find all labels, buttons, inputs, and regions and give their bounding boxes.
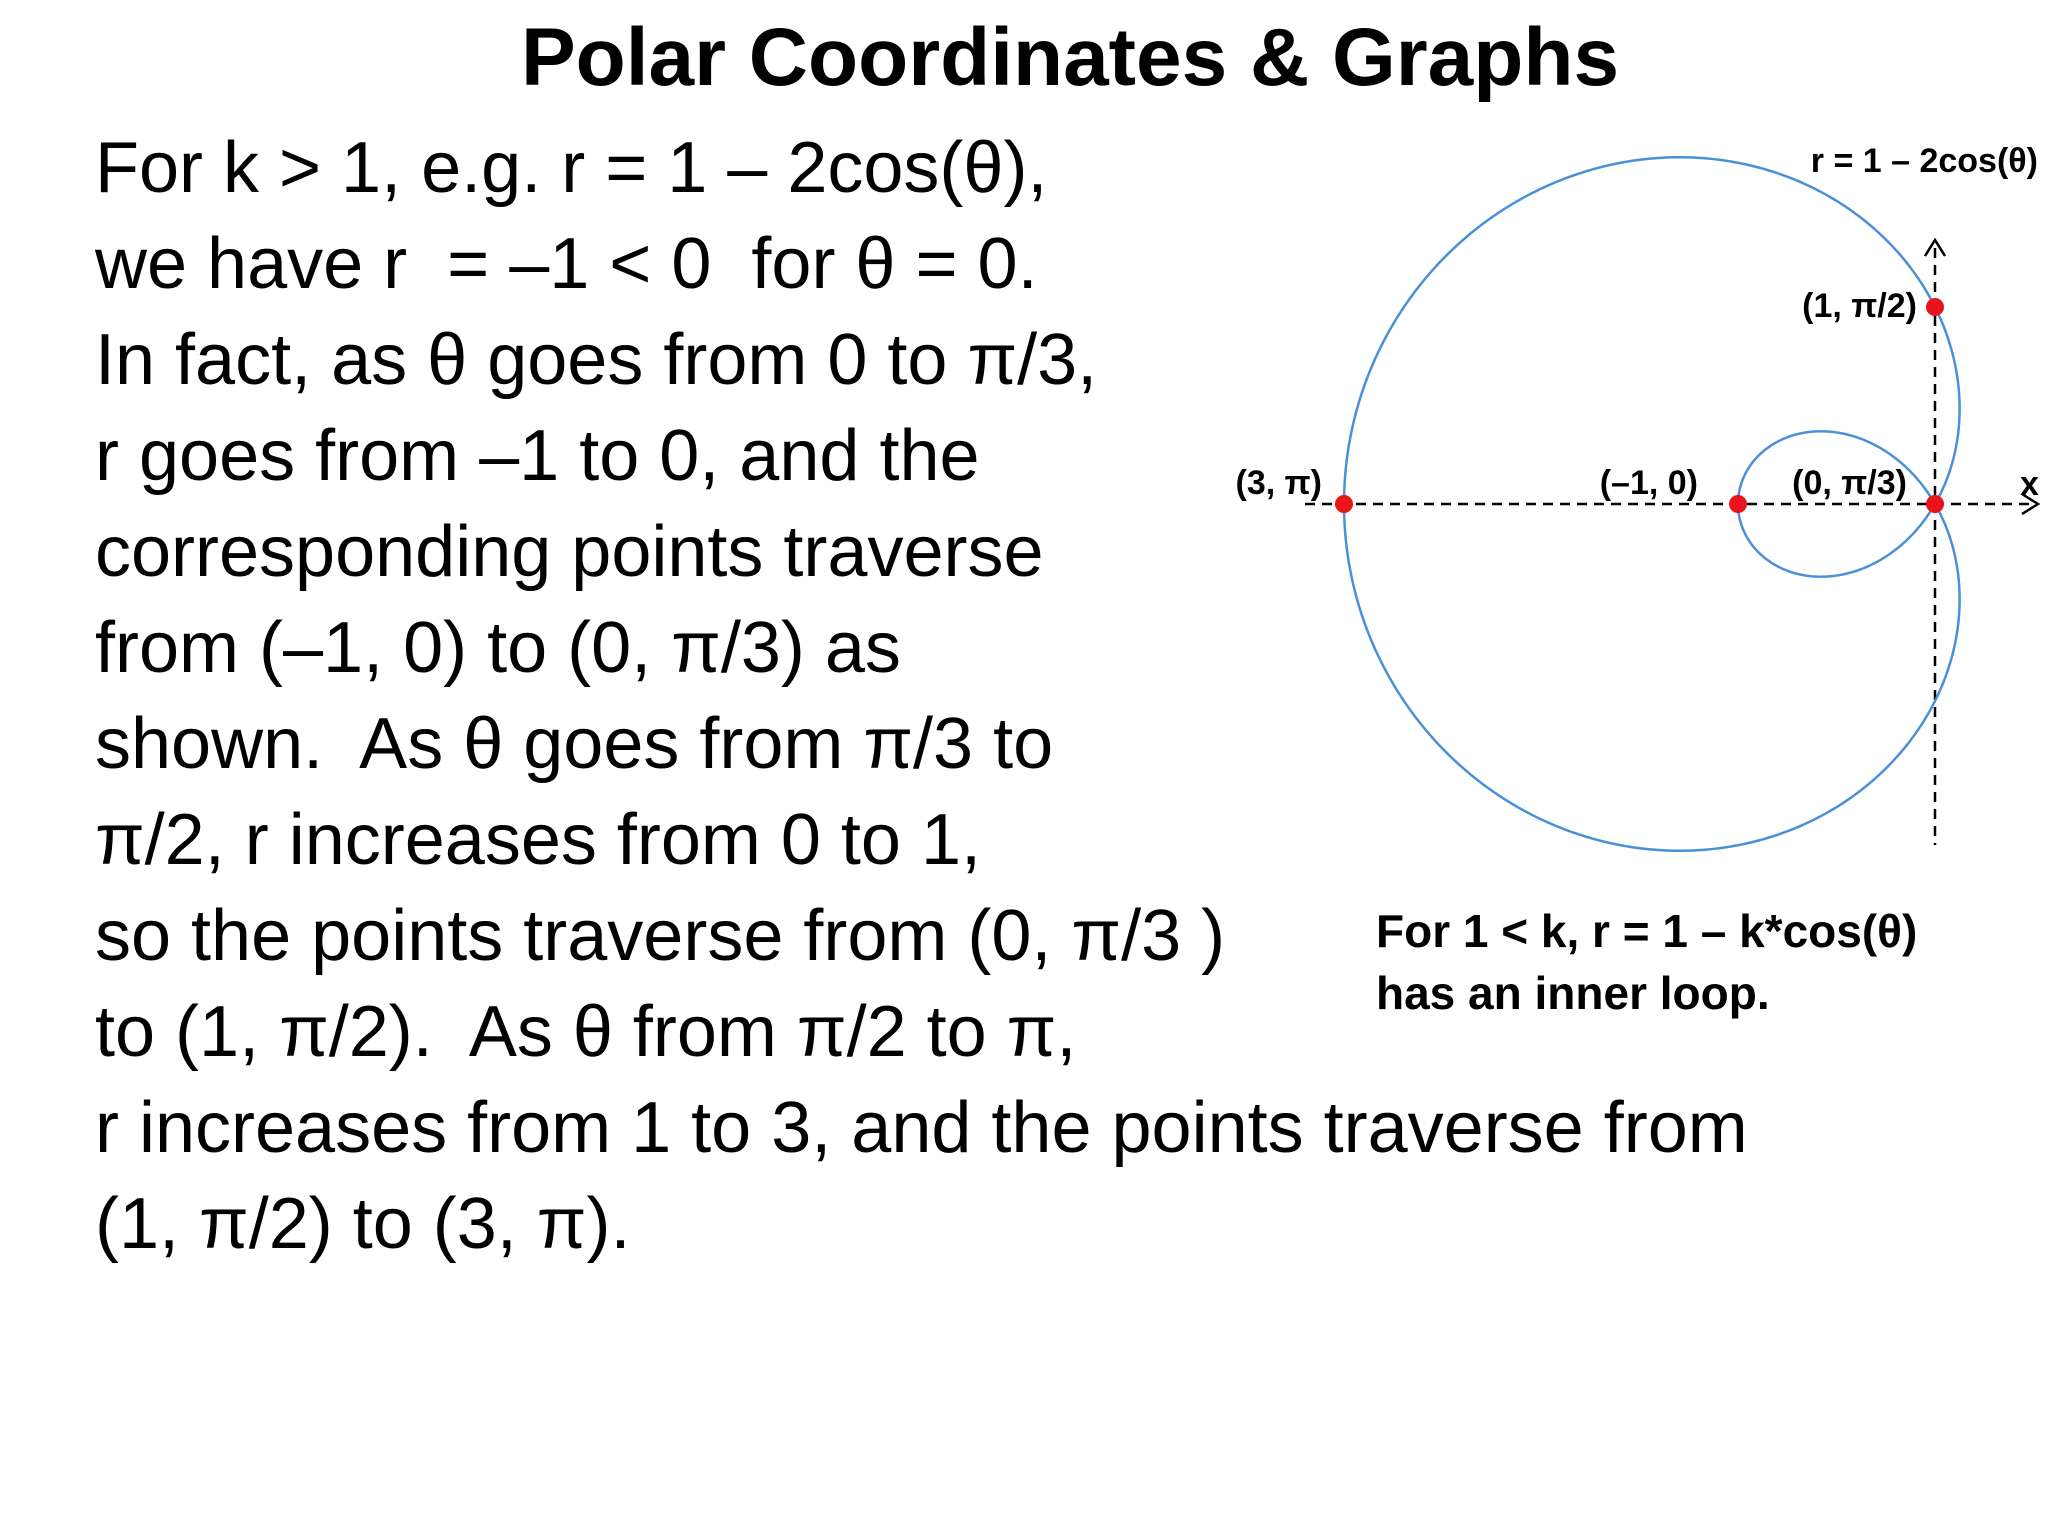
caption-line: has an inner loop. xyxy=(1376,967,1770,1019)
polar-point xyxy=(1729,495,1747,513)
polar-point-label: (–1, 0) xyxy=(1599,464,1698,502)
body-line: (1, π/2) to (3, π). xyxy=(95,1184,631,1264)
polar-point xyxy=(1926,495,1944,513)
polar-point xyxy=(1926,298,1944,316)
body-line: For k > 1, e.g. r = 1 – 2cos(θ), xyxy=(95,128,1048,208)
polar-point-label: (0, π/3) xyxy=(1792,464,1907,502)
body-line: from (–1, 0) to (0, π/3) as xyxy=(95,608,901,688)
polar-point xyxy=(1335,495,1353,513)
body-line: corresponding points traverse xyxy=(95,512,1044,592)
marked-points xyxy=(1236,287,1944,513)
body-line: r goes from –1 to 0, and the xyxy=(95,416,980,496)
polar-point-label: (3, π) xyxy=(1235,464,1322,502)
polar-point-label: (1, π/2) xyxy=(1802,287,1917,325)
x-axis-label: x xyxy=(2020,465,2039,503)
graph-title: r = 1 – 2cos(θ) xyxy=(1810,142,2038,180)
body-line: shown. As θ goes from π/3 to xyxy=(95,704,1054,784)
body-line: so the points traverse from (0, π/3 ) xyxy=(95,896,1226,976)
body-line: In fact, as θ goes from 0 to π/3, xyxy=(95,320,1098,400)
caption-line: For 1 < k, r = 1 – k*cos(θ) xyxy=(1376,905,1918,957)
body-line: to (1, π/2). As θ from π/2 to π, xyxy=(95,992,1077,1072)
slide-title: Polar Coordinates & Graphs xyxy=(520,12,1620,103)
body-line: r increases from 1 to 3, and the points traverse from xyxy=(95,1088,1748,1168)
body-line: π/2, r increases from 0 to 1, xyxy=(95,800,982,880)
body-line: we have r = –1 < 0 for θ = 0. xyxy=(95,224,1038,304)
